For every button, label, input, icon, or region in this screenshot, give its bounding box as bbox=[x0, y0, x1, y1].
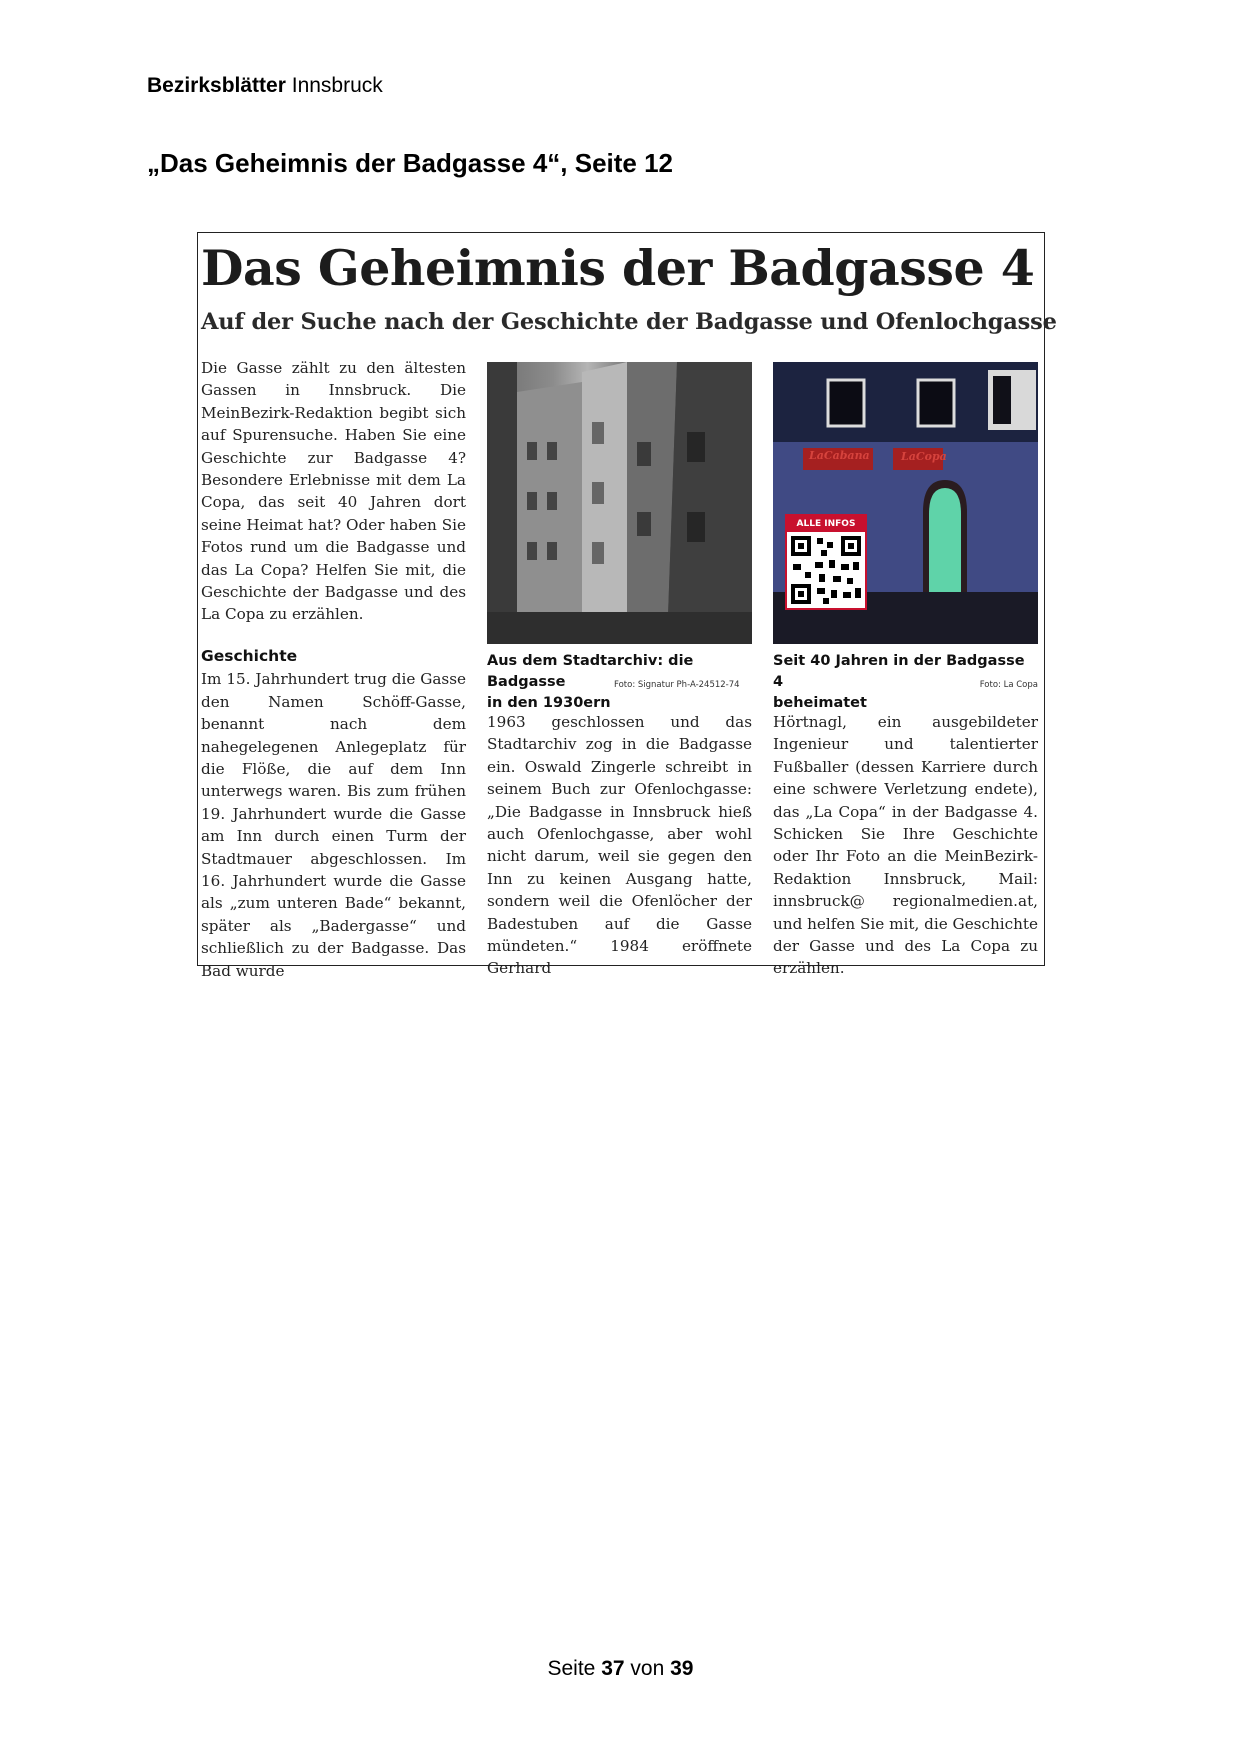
footer-prefix: Seite bbox=[547, 1657, 596, 1680]
archive-photo bbox=[487, 362, 752, 644]
archive-photo-image bbox=[487, 362, 752, 644]
archive-photo-credit: Foto: Signatur Ph-A-24512-74 bbox=[614, 680, 740, 690]
la-copa-caption-line-1: Seit 40 Jahren in der Badgasse 4 bbox=[773, 653, 1025, 690]
document-title: „Das Geheimnis der Badgasse 4“, Seite 12 bbox=[147, 148, 674, 178]
newspaper-clipping bbox=[197, 232, 1057, 980]
section-title: Geschichte bbox=[201, 647, 298, 665]
footer-total-pages: 39 bbox=[670, 1657, 694, 1680]
qr-code-icon bbox=[787, 532, 865, 608]
la-copa-sign: LaCopa bbox=[901, 450, 947, 463]
qr-code-box[interactable] bbox=[785, 514, 867, 610]
archive-caption-line-2: in den 1930ern bbox=[487, 695, 611, 711]
la-copa-photo-credit: Foto: La Copa bbox=[979, 680, 1038, 690]
article-headline: Das Geheimnis der Badgasse 4 bbox=[201, 239, 1035, 297]
page-footer bbox=[0, 1657, 1241, 1681]
document-header bbox=[147, 74, 383, 98]
la-cabana-sign: LaCabana bbox=[809, 449, 870, 462]
footer-middle: von bbox=[630, 1657, 665, 1680]
archive-caption-line-1: Aus dem Stadtarchiv: die Badgasse bbox=[487, 653, 694, 690]
article-intro: Die Gasse zählt zu den ältesten Gassen in Innsbruck. Die MeinBezirk-Redaktion begibt sich auf Spurensuche. Haben Sie eine Geschichte zur Badgasse 4? Besondere Erlebnisse mit dem La Copa, das seit 40 Jahren dort seine Heimat hat? Oder haben Sie Fotos rund um die Badgasse und das La Copa? Helfen Sie mit, die Geschichte der Badgasse und des La Copa zu erzählen. bbox=[201, 359, 466, 624]
column-1-body: Im 15. Jahrhundert trug die Gasse den Namen Schöff-Gasse, benannt nach dem nahegelegenen Anlegeplatz für die Flöße, die auf dem Inn unterwegs waren. Bis zum frühen 19. Jahrhundert wurde die Gasse am Inn durch einen Turm der Stadtmauer abgeschlossen. Im 16. Jahrhundert wurde die Gasse als „zum unteren Bade“ bekannt, später als „Badergasse“ und schließlich zu der Badgasse. Das Bad wurde bbox=[201, 670, 466, 980]
article-column-2 bbox=[487, 711, 752, 980]
la-copa-photo bbox=[773, 362, 1038, 644]
header-brand-rest: Innsbruck bbox=[291, 74, 383, 97]
footer-page-number: 37 bbox=[601, 1657, 625, 1680]
la-copa-caption-line-2: beheimatet bbox=[773, 695, 867, 711]
header-brand-bold: Bezirksblätter bbox=[147, 74, 286, 97]
qr-code-label: ALLE INFOS bbox=[787, 516, 865, 532]
article-intro-column bbox=[201, 357, 466, 626]
article-subhead: Auf der Suche nach der Geschichte der Badgasse und Ofenlochgasse bbox=[201, 309, 1057, 335]
article-column-1 bbox=[201, 645, 466, 982]
column-2-body: 1963 geschlossen und das Stadtarchiv zog in die Badgasse ein. Oswald Zingerle schreibt in seinem Buch zur Ofenlochgasse: „Die Badgasse in Innsbruck hieß auch Ofenlochgasse, aber wohl nicht darum, weil sie gegen den Inn zu keinen Ausgang hatte, sondern weil die Ofenlöcher der Badestuben auf die Gasse mündeten.“ 1984 eröffnete Gerhard bbox=[487, 713, 752, 978]
column-3-body: Hörtnagl, ein ausgebildeter Ingenieur und talentierter Fußballer (dessen Karriere durch eine schwere Verletzung endete), das „La Copa“ in der Badgasse 4. Schicken Sie Ihre Geschichte oder Ihr Foto an die MeinBezirk-Redaktion Innsbruck, Mail: innsbruck@ regionalmedien.at, und helfen Sie mit, die Geschichte der Gasse und des La Copa zu erzählen. bbox=[773, 713, 1038, 978]
article-column-3 bbox=[773, 711, 1038, 980]
